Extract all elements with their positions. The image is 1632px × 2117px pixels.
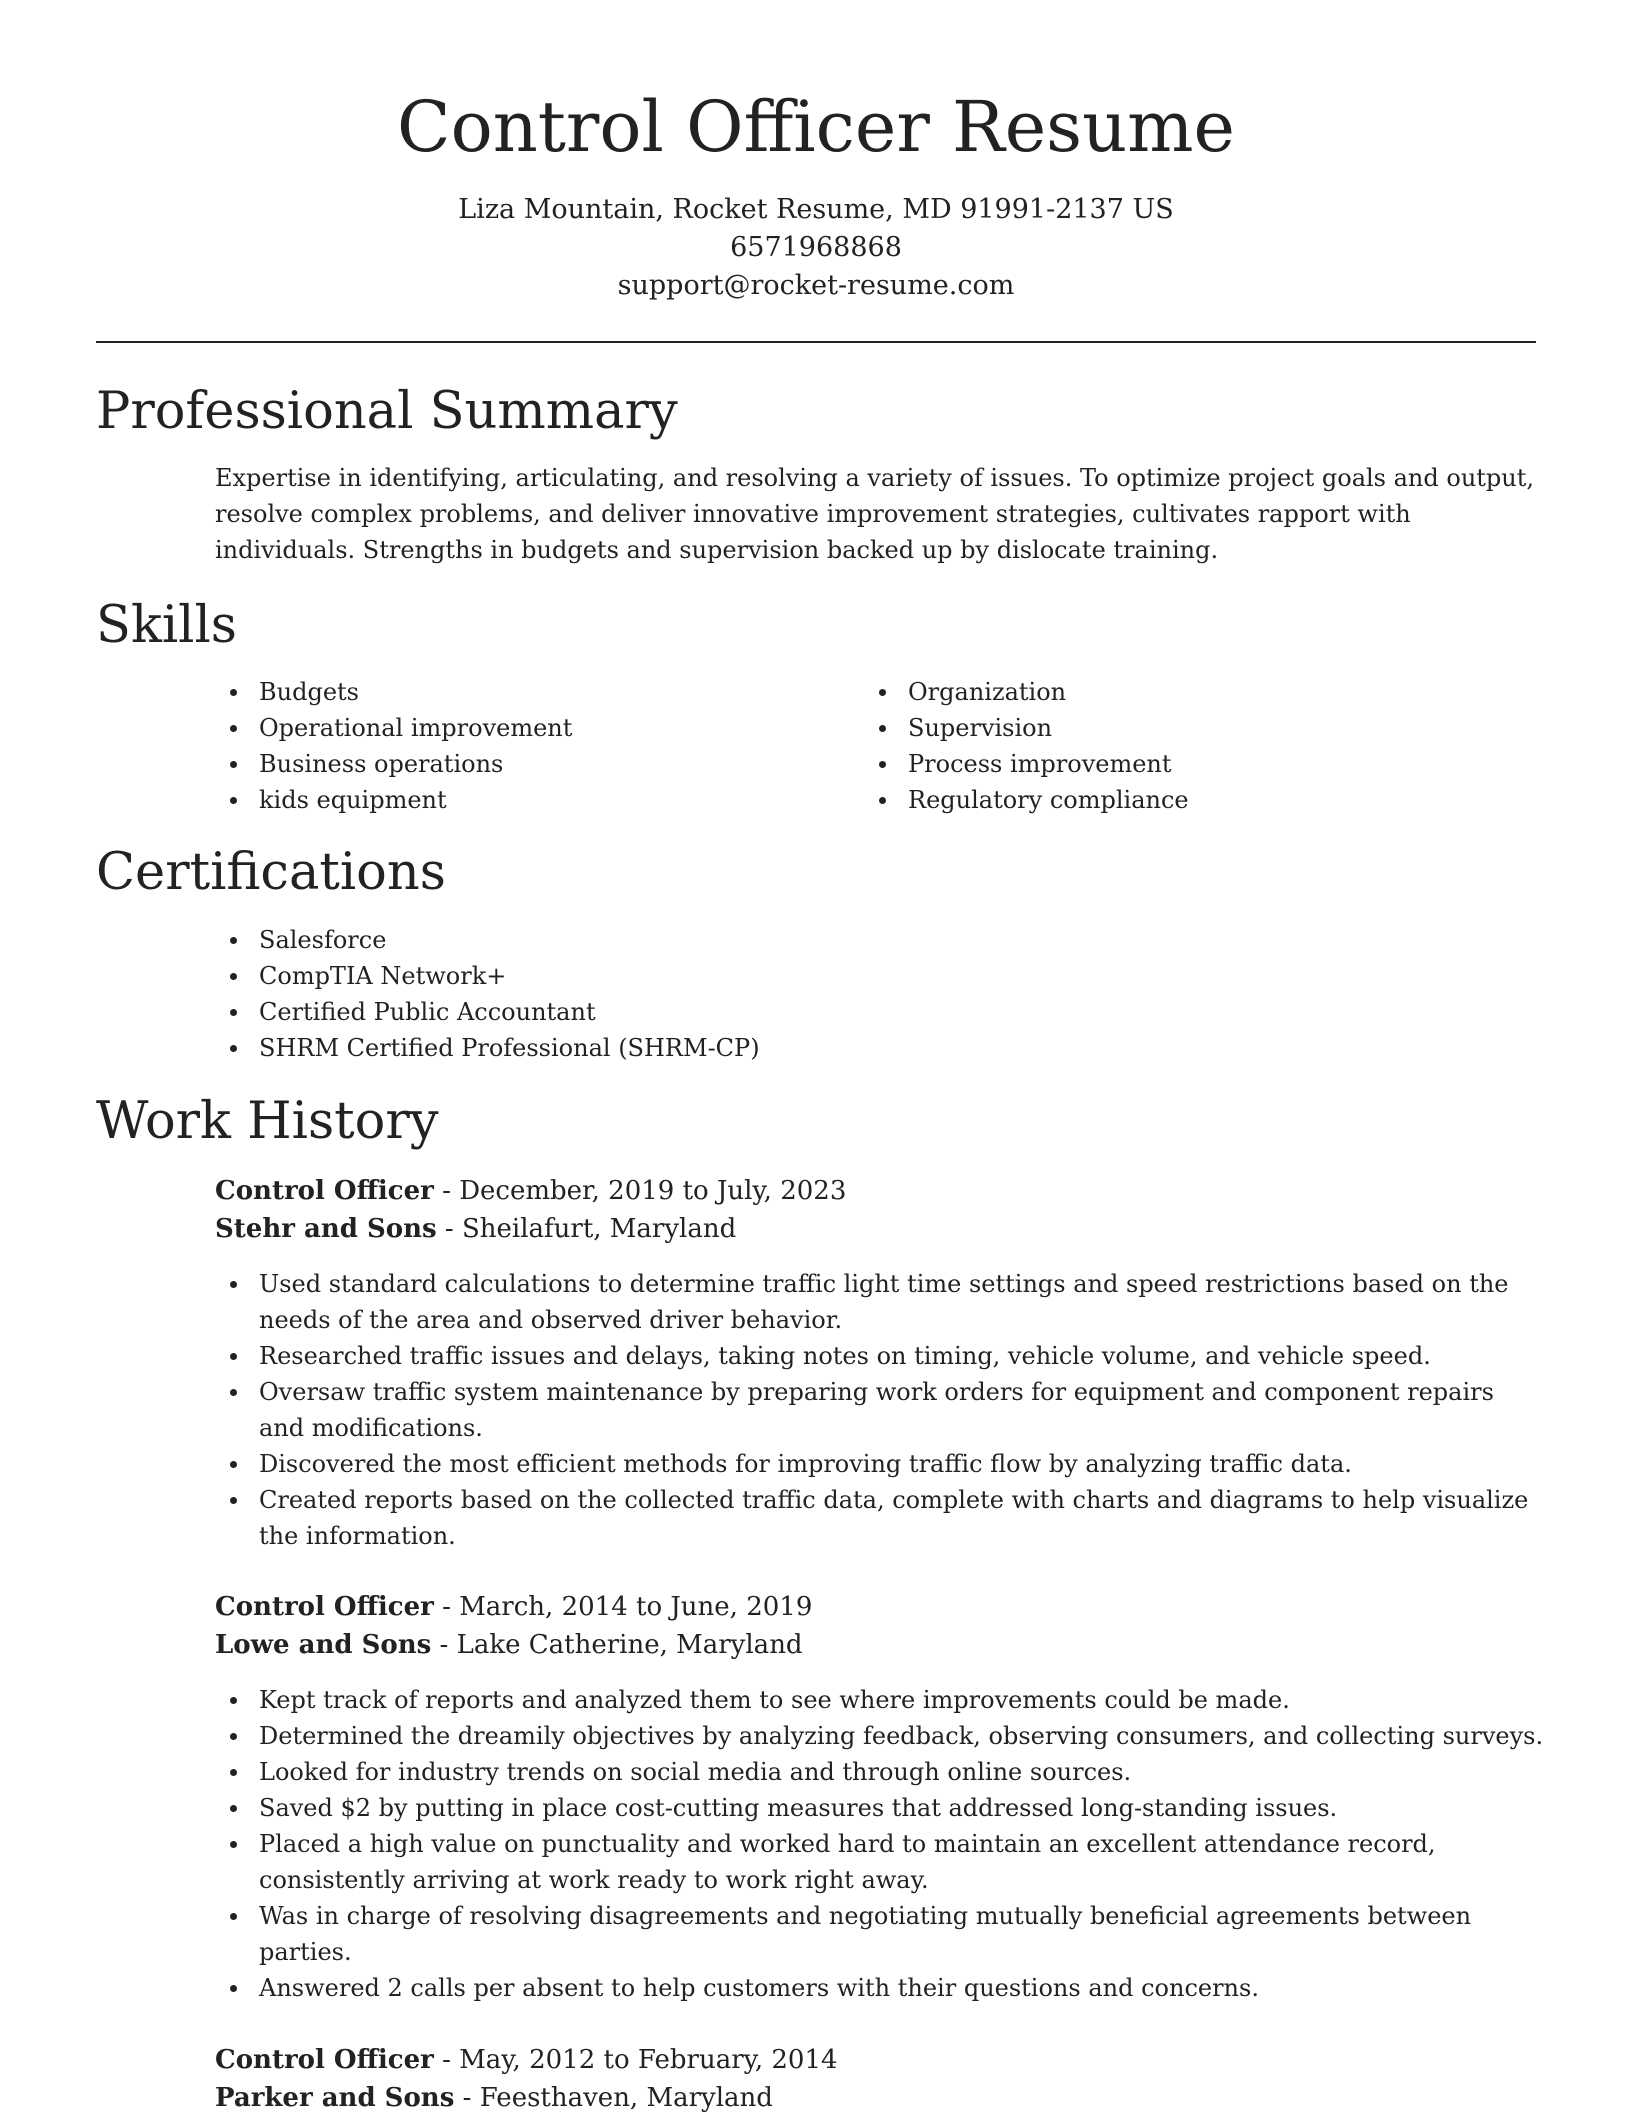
certifications-list [215, 922, 1515, 1066]
job-entry [215, 1172, 1545, 1248]
job-bullets [215, 1266, 1545, 1554]
job-title-line: Control Officer - December, 2019 to July, 2023 [215, 1176, 847, 1206]
summary-text: Expertise in identifying, articulating, and resolving a variety of issues. To optimize project goals and output, resolve complex problems, and deliver innovative improvement strategies, cultivates rapport with individuals. Strengths in budgets and supervision backed up by dislocate training. [215, 464, 1535, 564]
job-bullet: Created reports based on the collected traffic data, complete with charts and diagrams to help visualize the information. [215, 1482, 1545, 1554]
contact-address: Liza Mountain, Rocket Resume, MD 91991-2137 US [458, 194, 1174, 225]
job-bullet: Placed a high value on punctuality and worked hard to maintain an excellent attendance record, consistently arriving at work ready to work right away. [215, 1826, 1545, 1898]
job-entry [215, 2041, 1545, 2117]
job-title: Control Officer [215, 1176, 434, 1206]
job-location: Feesthaven, Maryland [479, 2083, 773, 2113]
job-title: Control Officer [215, 2045, 434, 2075]
job-title-line: Control Officer - May, 2012 to February, 2014 [215, 2045, 838, 2075]
job-dates: May, 2012 to February, 2014 [459, 2045, 838, 2075]
job-company: Parker and Sons [215, 2083, 455, 2113]
contact-block [96, 191, 1536, 305]
job-bullet: Looked for industry trends on social media and through online sources. [215, 1754, 1545, 1790]
job-bullet: Oversaw traffic system maintenance by preparing work orders for equipment and component repairs and modifications. [215, 1374, 1545, 1446]
job-company: Stehr and Sons [215, 1214, 437, 1244]
skill-item: Organization [864, 674, 1504, 710]
job-dates: December, 2019 to July, 2023 [459, 1176, 847, 1206]
job-entry [215, 1588, 1545, 1664]
job-company-line: Parker and Sons - Feesthaven, Maryland [215, 2083, 773, 2113]
job-bullet: Answered 2 calls per absent to help customers with their questions and concerns. [215, 1970, 1545, 2006]
skill-item: kids equipment [215, 782, 855, 818]
summary-heading: Professional Summary [96, 382, 678, 441]
skill-item: Operational improvement [215, 710, 855, 746]
contact-phone: 6571968868 [730, 232, 902, 263]
skill-item: Budgets [215, 674, 855, 710]
job-title-line: Control Officer - March, 2014 to June, 2019 [215, 1592, 813, 1622]
job-company-line: Lowe and Sons - Lake Catherine, Maryland [215, 1630, 803, 1660]
certification-item: Certified Public Accountant [215, 994, 1515, 1030]
job-bullets [215, 1682, 1545, 2006]
header-divider [96, 341, 1536, 343]
skills-column-left [215, 674, 855, 818]
job-title: Control Officer [215, 1592, 434, 1622]
job-bullet: Discovered the most efficient methods for improving traffic flow by analyzing traffic data. [215, 1446, 1545, 1482]
skill-item: Process improvement [864, 746, 1504, 782]
skills-column-right [864, 674, 1504, 818]
resume-title: Control Officer Resume [397, 86, 1235, 168]
job-company: Lowe and Sons [215, 1630, 432, 1660]
skills-heading: Skills [96, 596, 237, 655]
job-location: Lake Catherine, Maryland [456, 1630, 803, 1660]
job-dates: March, 2014 to June, 2019 [459, 1592, 813, 1622]
job-location: Sheilafurt, Maryland [461, 1214, 737, 1244]
certification-item: CompTIA Network+ [215, 958, 1515, 994]
job-bullet: Researched traffic issues and delays, taking notes on timing, vehicle volume, and vehicle speed. [215, 1338, 1545, 1374]
job-bullet: Was in charge of resolving disagreements and negotiating mutually beneficial agreements between parties. [215, 1898, 1545, 1970]
job-bullet: Used standard calculations to determine traffic light time settings and speed restrictions based on the needs of the area and observed driver behavior. [215, 1266, 1545, 1338]
certification-item: SHRM Certified Professional (SHRM-CP) [215, 1030, 1515, 1066]
certifications-heading: Certifications [96, 843, 446, 902]
contact-email: support@rocket-resume.com [617, 270, 1015, 301]
certification-item: Salesforce [215, 922, 1515, 958]
job-bullet: Saved $2 by putting in place cost-cutting measures that addressed long-standing issues. [215, 1790, 1545, 1826]
skill-item: Regulatory compliance [864, 782, 1504, 818]
job-company-line: Stehr and Sons - Sheilafurt, Maryland [215, 1214, 737, 1244]
skill-item: Business operations [215, 746, 855, 782]
resume-page [96, 0, 1544, 2113]
skill-item: Supervision [864, 710, 1504, 746]
job-bullet: Kept track of reports and analyzed them to see where improvements could be made. [215, 1682, 1545, 1718]
work-history-heading: Work History [96, 1092, 439, 1151]
job-bullet: Determined the dreamily objectives by analyzing feedback, observing consumers, and collecting surveys. [215, 1718, 1545, 1754]
